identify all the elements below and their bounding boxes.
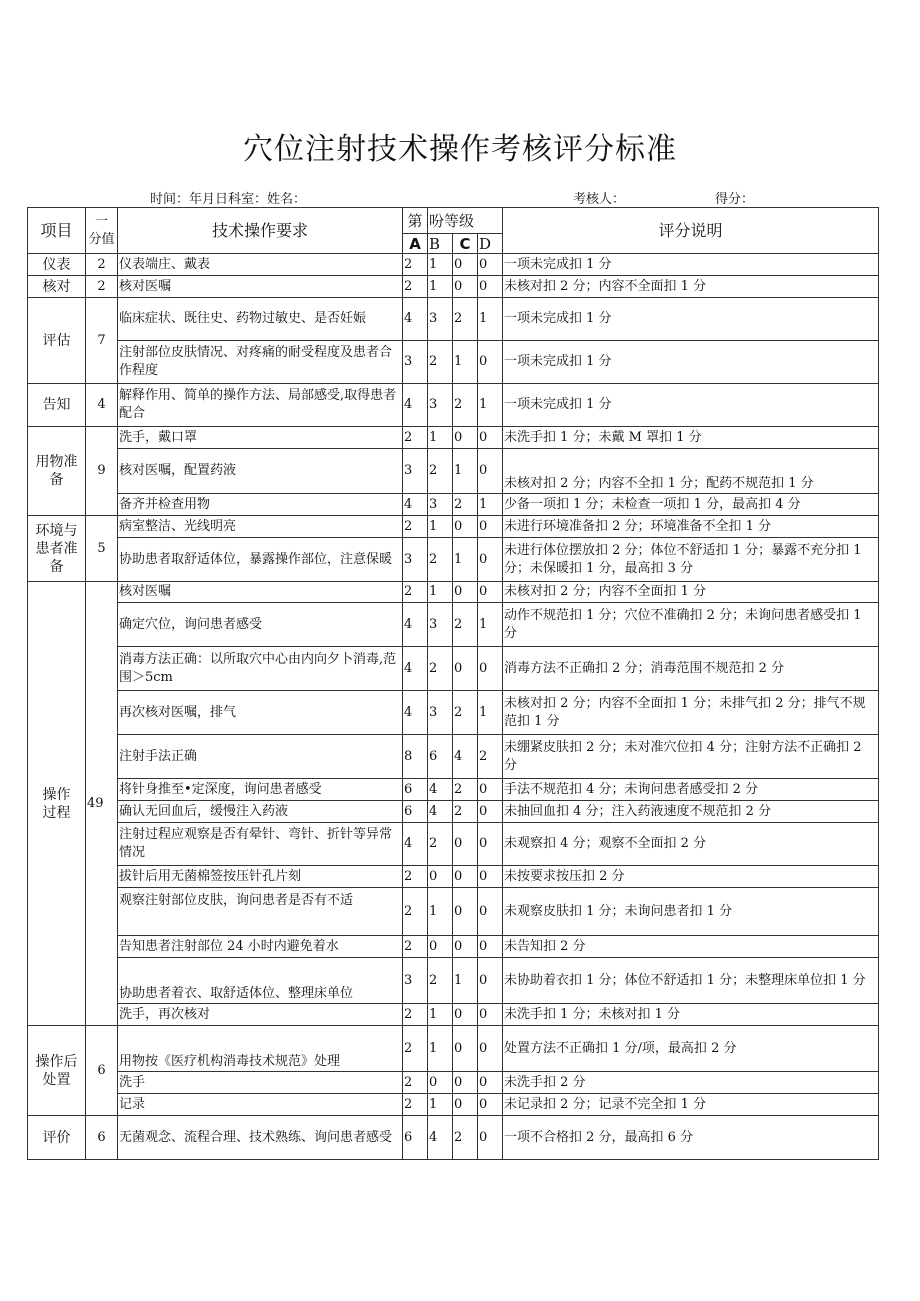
header-grade-label: 吩等级 (428, 208, 503, 234)
table-row (28, 494, 879, 516)
table-row (28, 516, 879, 538)
header-item: 项目 (28, 208, 86, 254)
grade-b-cell: 6 (428, 735, 453, 779)
table-row (28, 735, 879, 779)
requirement-cell: 注射手法正确 (118, 735, 403, 779)
explanation-cell: 未进行体位摆放扣 2 分；体位不舒适扣 1 分；暴露不充分扣 1 分；未保暖扣 1 分，最高扣 3 分 (503, 538, 879, 582)
grade-a-cell: 3 (403, 449, 428, 494)
grade-c-cell: 0 (453, 1094, 478, 1116)
grade-a-cell: 3 (403, 538, 428, 582)
grade-c-cell: 2 (453, 384, 478, 427)
requirement-cell: 再次核对医嘱，排气 (118, 691, 403, 735)
explanation-cell: 一项未完成扣 1 分 (503, 384, 879, 427)
grade-b-cell: 1 (428, 516, 453, 538)
grade-a-cell: 4 (403, 603, 428, 647)
requirement-cell: 确定穴位，询问患者感受 (118, 603, 403, 647)
grade-d-cell: 0 (478, 958, 503, 1004)
table-row (28, 1116, 879, 1160)
grade-b-cell: 1 (428, 1094, 453, 1116)
table-row (28, 779, 879, 801)
section-name: 评估 (28, 298, 86, 384)
grade-d-cell: 0 (478, 449, 503, 494)
explanation-cell: 未抽回血扣 4 分；注入药液速度不规范扣 2 分 (503, 801, 879, 823)
requirement-cell: 解释作用、简单的操作方法、局部感受,取得患者配合 (118, 384, 403, 427)
grade-d-cell: 0 (478, 1072, 503, 1094)
grade-b-cell: 3 (428, 298, 453, 341)
grade-c-cell: 0 (453, 427, 478, 449)
grade-a-cell: 2 (403, 582, 428, 603)
meta-score: 得分： (715, 192, 755, 207)
grade-d-cell: 0 (478, 1116, 503, 1160)
grade-a-cell: 6 (403, 801, 428, 823)
grade-b-cell: 0 (428, 866, 453, 888)
section-name: 用物准备 (28, 427, 86, 516)
grade-a-cell: 2 (403, 276, 428, 298)
header-grade-c: C (453, 234, 478, 254)
grade-c-cell: 2 (453, 779, 478, 801)
explanation-cell: 未告知扣 2 分 (503, 936, 879, 958)
grade-d-cell: 0 (478, 647, 503, 691)
grade-b-cell: 4 (428, 1116, 453, 1160)
explanation-cell: 一项未完成扣 1 分 (503, 341, 879, 384)
grade-c-cell: 0 (453, 276, 478, 298)
header-grade-b: B (428, 234, 453, 254)
grade-d-cell: 1 (478, 494, 503, 516)
section-name: 操作后处置 (28, 1026, 86, 1116)
explanation-cell: 一项未完成扣 1 分 (503, 298, 879, 341)
explanation-cell: 未洗手扣 1 分；未戴 M 罩扣 1 分 (503, 427, 879, 449)
table-row (28, 936, 879, 958)
header-points-line1: 一 (94, 213, 108, 229)
requirement-cell: 洗手，再次核对 (118, 1004, 403, 1026)
grade-b-cell: 1 (428, 276, 453, 298)
requirement-cell: 消毒方法正确：以所取穴中心由内向夕卜消毒,范围＞5cm (118, 647, 403, 691)
header-grade-a: A (403, 234, 428, 254)
explanation-cell: 未观察皮肤扣 1 分；未询问患者扣 1 分 (503, 888, 879, 936)
section-name: 评价 (28, 1116, 86, 1160)
explanation-cell: 未核对扣 2 分；内容不全面扣 1 分 (503, 276, 879, 298)
grade-a-cell: 2 (403, 254, 428, 276)
grade-b-cell: 2 (428, 538, 453, 582)
grade-a-cell: 8 (403, 735, 428, 779)
grade-c-cell: 0 (453, 254, 478, 276)
grade-d-cell: 0 (478, 823, 503, 866)
grade-c-cell: 1 (453, 538, 478, 582)
requirement-cell: 仪表端庄、戴表 (118, 254, 403, 276)
grade-b-cell: 1 (428, 582, 453, 603)
page-title: 穴位注射技术操作考核评分标准 (243, 132, 677, 167)
explanation-cell: 未协助着衣扣 1 分；体位不舒适扣 1 分；未整理床单位扣 1 分 (503, 958, 879, 1004)
explanation-cell: 未核对扣 2 分；内容不全面扣 1 分；未排气扣 2 分；排气不规范扣 1 分 (503, 691, 879, 735)
explanation-cell: 一项不合格扣 2 分，最高扣 6 分 (503, 1116, 879, 1160)
grade-c-cell: 0 (453, 888, 478, 936)
requirement-cell: 核对医嘱 (118, 276, 403, 298)
grade-d-cell: 1 (478, 691, 503, 735)
grade-d-cell: 0 (478, 427, 503, 449)
section-points: 2 (86, 254, 118, 276)
section-name: 环境与患者准备 (28, 516, 86, 582)
section-points: 7 (86, 298, 118, 384)
table-row (28, 538, 879, 582)
section-points: 9 (86, 427, 118, 516)
table-row (28, 254, 879, 276)
explanation-cell: 未记录扣 2 分；记录不完全扣 1 分 (503, 1094, 879, 1116)
grade-a-cell: 2 (403, 936, 428, 958)
section-points: 4 (86, 384, 118, 427)
grade-a-cell: 4 (403, 298, 428, 341)
table-row (28, 1026, 879, 1072)
explanation-cell: 少备一项扣 1 分；未检查一项扣 1 分，最高扣 4 分 (503, 494, 879, 516)
grade-a-cell: 2 (403, 1026, 428, 1072)
grade-b-cell: 4 (428, 801, 453, 823)
table-row (28, 276, 879, 298)
explanation-cell: 动作不规范扣 1 分；穴位不准确扣 2 分；未询问患者感受扣 1 分 (503, 603, 879, 647)
header-points (86, 208, 118, 254)
grade-b-cell: 1 (428, 1026, 453, 1072)
header-requirement: 技术操作要求 (118, 208, 403, 254)
grade-d-cell: 0 (478, 1094, 503, 1116)
header-points-line2: 分值 (88, 231, 115, 247)
grade-d-cell: 0 (478, 516, 503, 538)
requirement-cell: 用物按《医疗机构消毒技术规范》处理 (118, 1026, 403, 1072)
requirement-cell: 告知患者注射部位 24 小时内避免着水 (118, 936, 403, 958)
grade-d-cell: 0 (478, 801, 503, 823)
requirement-cell: 将针身推至•定深度，询问患者感受 (118, 779, 403, 801)
grade-a-cell: 2 (403, 888, 428, 936)
table-row (28, 866, 879, 888)
header-grade-prefix: 第 (403, 208, 428, 234)
grade-a-cell: 6 (403, 1116, 428, 1160)
meta-time-dept-name: 时间：年月日科室：姓名： (150, 192, 307, 207)
explanation-cell: 未洗手扣 1 分；未核对扣 1 分 (503, 1004, 879, 1026)
requirement-cell: 备齐并检查用物 (118, 494, 403, 516)
grade-a-cell: 4 (403, 494, 428, 516)
grade-d-cell: 0 (478, 866, 503, 888)
table-row (28, 1094, 879, 1116)
grade-d-cell: 0 (478, 936, 503, 958)
table-row (28, 1072, 879, 1094)
grade-c-cell: 2 (453, 298, 478, 341)
section-points: 6 (86, 1116, 118, 1160)
grade-b-cell: 1 (428, 254, 453, 276)
grade-b-cell: 0 (428, 936, 453, 958)
grade-c-cell: 0 (453, 936, 478, 958)
grade-b-cell: 1 (428, 888, 453, 936)
requirement-cell: 拔针后用无菌棉签按压针孔片刻 (118, 866, 403, 888)
table-row (28, 958, 879, 1004)
table-row (28, 341, 879, 384)
grade-d-cell: 1 (478, 384, 503, 427)
grade-d-cell: 0 (478, 1004, 503, 1026)
grade-d-cell: 1 (478, 603, 503, 647)
grade-d-cell: 0 (478, 276, 503, 298)
requirement-cell: 洗手，戴口罩 (118, 427, 403, 449)
header-explanation: 评分说明 (503, 208, 879, 254)
grade-c-cell: 2 (453, 603, 478, 647)
grade-d-cell: 0 (478, 888, 503, 936)
grade-c-cell: 0 (453, 866, 478, 888)
grade-c-cell: 2 (453, 494, 478, 516)
table-row (28, 384, 879, 427)
grade-c-cell: 0 (453, 823, 478, 866)
requirement-cell: 核对医嘱 (118, 582, 403, 603)
requirement-cell: 观察注射部位皮肤，询问患者是否有不适 (118, 888, 403, 936)
grade-a-cell: 2 (403, 1072, 428, 1094)
grade-c-cell: 0 (453, 1026, 478, 1072)
section-points: 2 (86, 276, 118, 298)
section-name: 仪表 (28, 254, 86, 276)
grade-b-cell: 2 (428, 647, 453, 691)
grade-a-cell: 3 (403, 341, 428, 384)
requirement-cell: 协助患者取舒适体位，暴露操作部位，注意保暖 (118, 538, 403, 582)
grade-b-cell: 0 (428, 1072, 453, 1094)
explanation-cell: 手法不规范扣 4 分；未询问患者感受扣 2 分 (503, 779, 879, 801)
grade-d-cell: 0 (478, 341, 503, 384)
grade-c-cell: 4 (453, 735, 478, 779)
grade-c-cell: 0 (453, 582, 478, 603)
table-row (28, 603, 879, 647)
grade-d-cell: 0 (478, 1026, 503, 1072)
requirement-cell: 病室整洁、光线明亮 (118, 516, 403, 538)
grade-c-cell: 0 (453, 1072, 478, 1094)
requirement-cell: 记录 (118, 1094, 403, 1116)
grade-a-cell: 4 (403, 647, 428, 691)
table-row (28, 691, 879, 735)
table-row (28, 298, 879, 341)
grade-c-cell: 2 (453, 1116, 478, 1160)
grade-d-cell: 1 (478, 298, 503, 341)
grade-b-cell: 3 (428, 384, 453, 427)
explanation-cell: 处置方法不正确扣 1 分/项，最高扣 2 分 (503, 1026, 879, 1072)
table-row (28, 801, 879, 823)
table-row (28, 823, 879, 866)
section-points: 5 (86, 516, 118, 582)
grade-d-cell: 0 (478, 254, 503, 276)
grade-a-cell: 2 (403, 427, 428, 449)
grade-a-cell: 4 (403, 691, 428, 735)
section-name: 操作过程 (28, 582, 86, 1026)
grade-a-cell: 2 (403, 516, 428, 538)
grade-b-cell: 1 (428, 427, 453, 449)
explanation-cell: 消毒方法不正确扣 2 分；消毒范围不规范扣 2 分 (503, 647, 879, 691)
grade-c-cell: 0 (453, 647, 478, 691)
requirement-cell: 无菌观念、流程合理、技术熟练、询问患者感受 (118, 1116, 403, 1160)
table-row (28, 449, 879, 494)
requirement-cell: 临床症状、既往史、药物过敏史、是否妊娠 (118, 298, 403, 341)
grade-b-cell: 3 (428, 603, 453, 647)
explanation-cell: 未观察扣 4 分；观察不全面扣 2 分 (503, 823, 879, 866)
grade-a-cell: 4 (403, 384, 428, 427)
grade-d-cell: 0 (478, 779, 503, 801)
grade-d-cell: 0 (478, 538, 503, 582)
grade-b-cell: 2 (428, 823, 453, 866)
grade-a-cell: 3 (403, 958, 428, 1004)
grade-b-cell: 2 (428, 449, 453, 494)
table-row (28, 427, 879, 449)
grade-a-cell: 2 (403, 1094, 428, 1116)
grade-a-cell: 6 (403, 779, 428, 801)
grade-d-cell: 0 (478, 582, 503, 603)
grade-c-cell: 1 (453, 958, 478, 1004)
explanation-cell: 未绷紧皮肤扣 2 分；未对准穴位扣 4 分；注射方法不正确扣 2 分 (503, 735, 879, 779)
explanation-cell: 未核对扣 2 分；内容不全面扣 1 分 (503, 582, 879, 603)
grade-c-cell: 1 (453, 449, 478, 494)
requirement-cell: 洗手 (118, 1072, 403, 1094)
grade-c-cell: 1 (453, 341, 478, 384)
requirement-cell: 确认无回血后，缓慢注入药液 (118, 801, 403, 823)
grade-d-cell: 2 (478, 735, 503, 779)
table-row (28, 647, 879, 691)
meta-examiner: 考核人： (573, 192, 626, 207)
section-name: 核对 (28, 276, 86, 298)
requirement-cell: 核对医嘱，配置药液 (118, 449, 403, 494)
grade-a-cell: 2 (403, 1004, 428, 1026)
requirement-cell: 协助患者着衣、取舒适体位、整理床单位 (118, 958, 403, 1004)
explanation-cell: 未洗手扣 2 分 (503, 1072, 879, 1094)
section-points: 49 (86, 582, 118, 1026)
table-row (28, 582, 879, 603)
explanation-cell: 未核对扣 2 分；内容不全扣 1 分；配药不规范扣 1 分 (503, 449, 879, 494)
grade-b-cell: 2 (428, 958, 453, 1004)
explanation-cell: 未按要求按压扣 2 分 (503, 866, 879, 888)
table-row (28, 888, 879, 936)
grade-a-cell: 4 (403, 823, 428, 866)
requirement-cell: 注射部位皮肤情况、对疼痛的耐受程度及患者合作程度 (118, 341, 403, 384)
scoring-table (27, 207, 879, 1160)
requirement-cell: 注射过程应观察是否有晕针、弯针、折针等异常情况 (118, 823, 403, 866)
table-row (28, 1004, 879, 1026)
explanation-cell: 未进行环境准备扣 2 分；环境准备不全扣 1 分 (503, 516, 879, 538)
grade-b-cell: 3 (428, 691, 453, 735)
header-grade-d: D (478, 234, 503, 254)
grade-b-cell: 2 (428, 341, 453, 384)
grade-b-cell: 3 (428, 494, 453, 516)
section-name: 告知 (28, 384, 86, 427)
section-points: 6 (86, 1026, 118, 1116)
grade-b-cell: 4 (428, 779, 453, 801)
explanation-cell: 一项未完成扣 1 分 (503, 254, 879, 276)
grade-b-cell: 1 (428, 1004, 453, 1026)
grade-c-cell: 0 (453, 516, 478, 538)
grade-c-cell: 0 (453, 1004, 478, 1026)
grade-c-cell: 2 (453, 801, 478, 823)
grade-c-cell: 2 (453, 691, 478, 735)
grade-a-cell: 2 (403, 866, 428, 888)
